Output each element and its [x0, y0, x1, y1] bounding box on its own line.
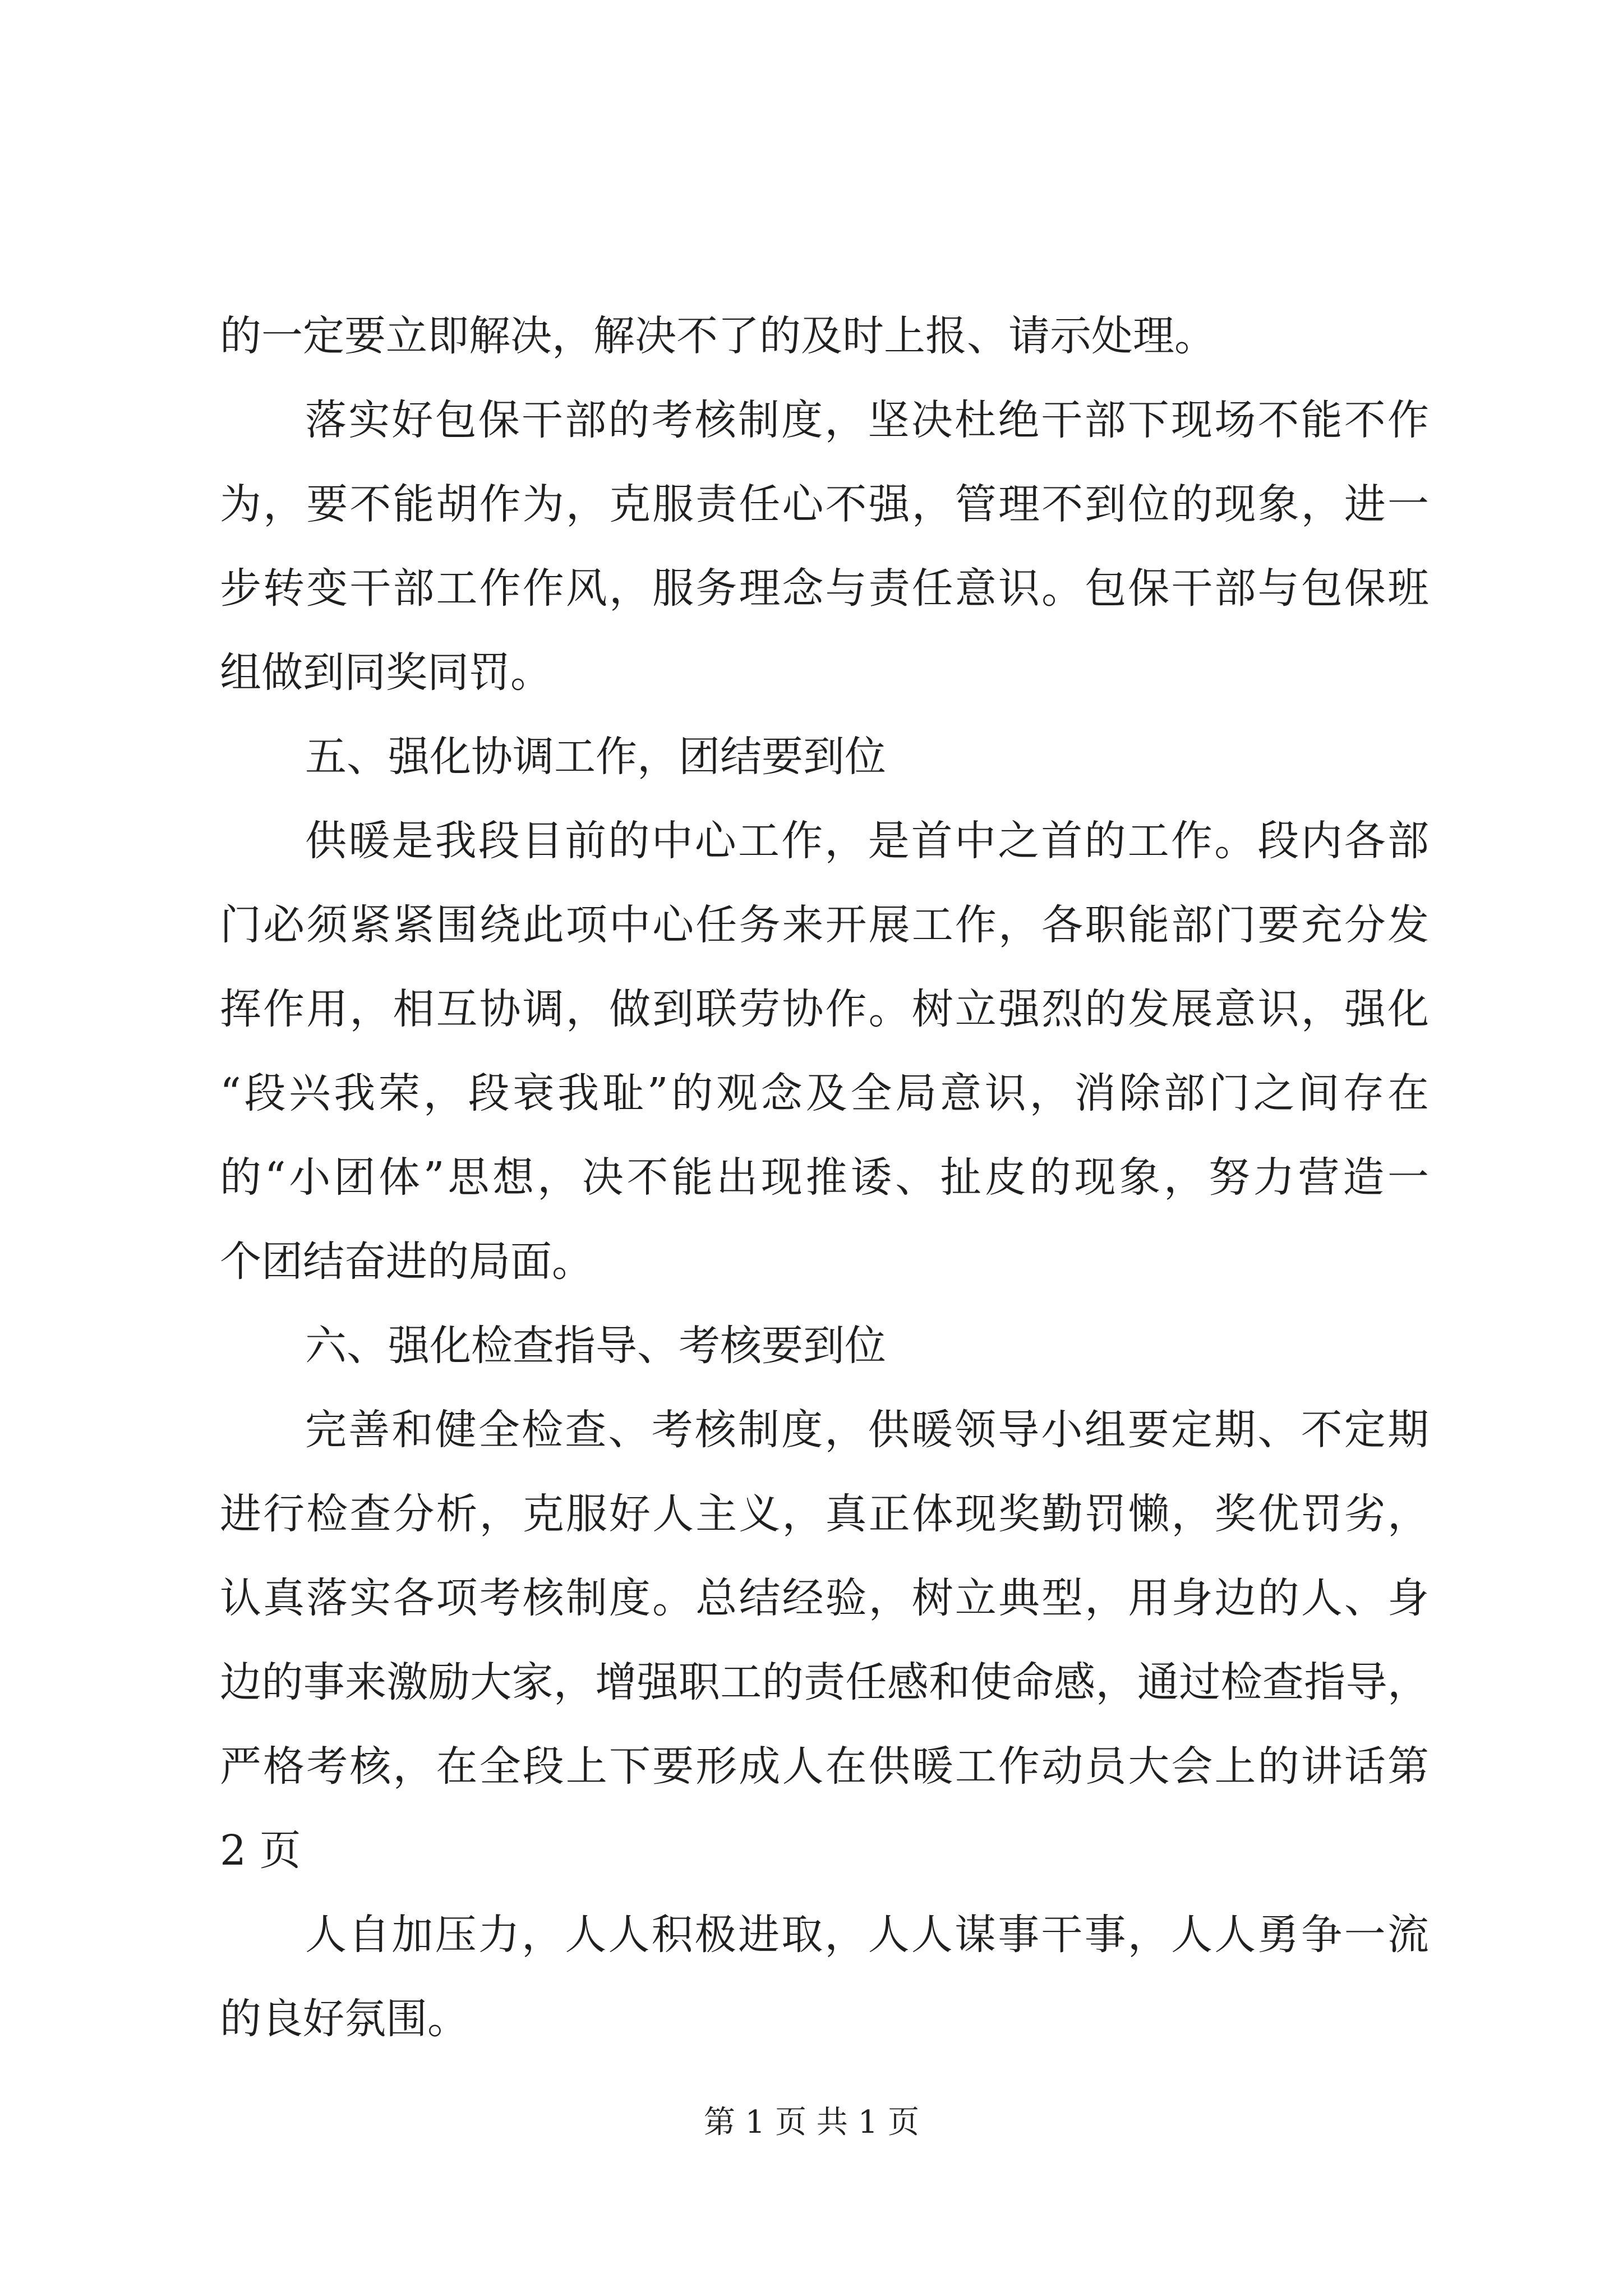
paragraph-line: 2 页 [220, 1826, 301, 1875]
paragraph-line: 为，要不能胡作为，克服责任心不强，管理不到位的现象，进一 [220, 480, 1429, 528]
paragraph-line: 的“小团体”思想，决不能出现推诿、扯皮的现象，努力营造一 [220, 1153, 1429, 1202]
paragraph-line: 的一定要立即解决，解决不了的及时上报、请示处理。 [220, 312, 1216, 360]
paragraph-line: “段兴我荣，段衰我耻”的观念及全局意识，消除部门之间存在 [220, 1069, 1429, 1117]
paragraph-line: 认真落实各项考核制度。总结经验，树立典型，用身边的人、身 [220, 1574, 1429, 1622]
paragraph-line: 落实好包保干部的考核制度，坚决杜绝干部下现场不能不作 [305, 396, 1429, 444]
paragraph-line: 供暖是我段目前的中心工作，是首中之首的工作。段内各部 [305, 817, 1429, 865]
paragraph-line: 挥作用，相互协调，做到联劳协作。树立强烈的发展意识，强化 [220, 985, 1429, 1033]
paragraph-line: 个团结奋进的局面。 [220, 1237, 593, 1286]
paragraph-line: 完善和健全检查、考核制度，供暖领导小组要定期、不定期 [305, 1406, 1429, 1454]
section-heading: 六、强化检查指导、考核要到位 [305, 1322, 886, 1370]
section-heading: 五、强化协调工作，团结要到位 [305, 733, 886, 781]
paragraph-line: 步转变干部工作作风，服务理念与责任意识。包保干部与包保班 [220, 564, 1429, 613]
paragraph-line: 边的事来激励大家，增强职工的责任感和使命感，通过检查指导， [220, 1658, 1429, 1706]
page-footer: 第 1 页 共 1 页 [703, 2104, 920, 2141]
paragraph-line: 的良好氛围。 [220, 1995, 469, 2043]
paragraph-line: 门必须紧紧围绕此项中心任务来开展工作，各职能部门要充分发 [220, 901, 1429, 949]
paragraph-line: 进行检查分析，克服好人主义，真正体现奖勤罚懒，奖优罚劣， [220, 1490, 1429, 1538]
paragraph-line: 严格考核，在全段上下要形成人在供暖工作动员大会上的讲话第 [220, 1742, 1429, 1791]
paragraph-line: 组做到同奖同罚。 [220, 648, 552, 697]
paragraph-line: 人自加压力，人人积极进取，人人谋事干事，人人勇争一流 [305, 1911, 1429, 1959]
